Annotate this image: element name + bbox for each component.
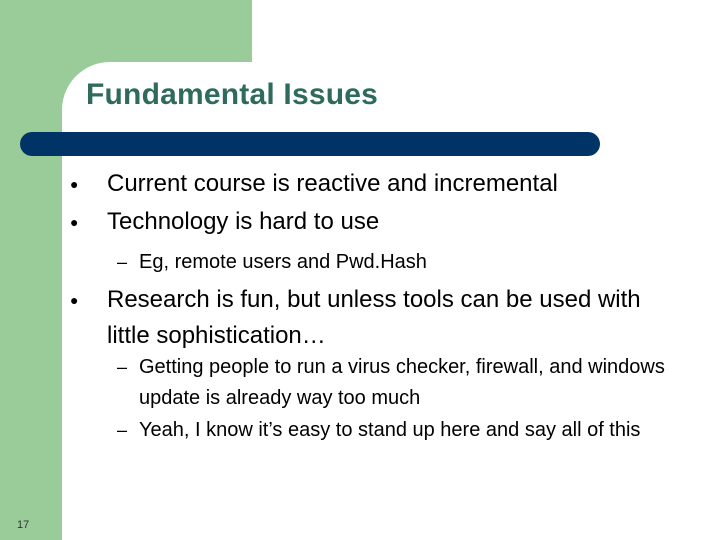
dash-icon: –	[117, 252, 128, 272]
slide-number: 17	[17, 519, 30, 531]
sub-bullet-text: Getting people to run a virus checker, firewall, and windows update is already way too much	[139, 356, 665, 409]
slide-title: Fundamental Issues	[86, 78, 379, 111]
bullet-text: Research is fun, but unless tools can be used with little sophistication…	[107, 286, 641, 349]
dash-icon: –	[117, 420, 128, 440]
green-corner-frame-left	[0, 0, 62, 540]
sub-bullet-item	[117, 247, 679, 278]
dash-icon: –	[117, 357, 128, 377]
bullet-dot-icon: ●	[70, 292, 79, 308]
bullet-item	[70, 166, 667, 202]
sub-bullet-item	[117, 415, 684, 446]
bullet-dot-icon: ●	[70, 214, 79, 230]
sub-bullet-text: Eg, remote users and Pwd.Hash	[139, 251, 427, 273]
sub-bullet-item	[117, 352, 684, 414]
bullet-dot-icon: ●	[70, 176, 79, 192]
bullet-item	[70, 204, 667, 240]
bullet-text: Current course is reactive and incremental	[107, 170, 558, 197]
sub-bullet-text: Yeah, I know it’s easy to stand up here and say all of this	[139, 419, 641, 441]
bullet-text: Technology is hard to use	[107, 208, 380, 235]
title-underline-bar	[20, 132, 600, 156]
bullet-item	[70, 282, 682, 354]
